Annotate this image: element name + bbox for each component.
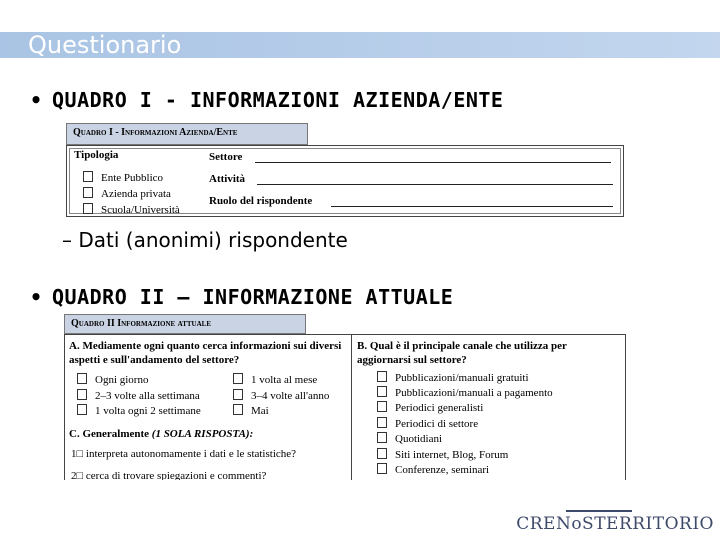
logo-rule: [566, 510, 632, 512]
option-label: Azienda privata: [101, 188, 171, 200]
settore-line: [255, 162, 611, 163]
checkbox-icon: [377, 463, 387, 474]
checkbox-icon: [377, 386, 387, 397]
bullet-quadro-2-text: QUADRO II – INFORMAZIONE ATTUALE: [52, 285, 454, 309]
checkbox-icon: [77, 404, 87, 415]
qc-option-2: 2□ cerca di trovare spiegazioni e commenti?: [71, 470, 267, 480]
checkbox-icon: [83, 203, 93, 214]
bullet-dot-icon: •: [30, 285, 43, 309]
qa-option: [77, 389, 200, 402]
checkbox-icon: [77, 373, 87, 384]
question-c: [69, 427, 253, 441]
qa-option: [77, 404, 201, 417]
question-c-note: (1 SOLA RISPOSTA):: [151, 428, 254, 440]
bullet-quadro-1-text: QUADRO I - INFORMAZIONI AZIENDA/ENTE: [52, 88, 504, 112]
qa-option: [77, 373, 148, 386]
sub-bullet-dati: – Dati (anonimi) rispondente: [62, 228, 348, 252]
question-c-title: C. Generalmente: [69, 428, 150, 440]
attivita-label: Attività: [209, 173, 246, 185]
slide-title: Questionario: [28, 31, 182, 59]
qb-option: [377, 386, 553, 399]
checkbox-icon: [83, 187, 93, 198]
checkbox-icon: [77, 389, 87, 400]
checkbox-icon: [233, 389, 243, 400]
qb-option: [377, 401, 483, 414]
qa-option: [233, 389, 329, 402]
checkbox-icon: [233, 404, 243, 415]
settore-label: Settore: [209, 151, 243, 163]
qb-option-label: Conferenze, seminari: [395, 464, 490, 476]
option-scuola-universita: [83, 203, 180, 216]
quadro1-header: Quadro I - Informazioni Azienda/Ente: [66, 123, 308, 145]
qb-option: [377, 417, 478, 430]
bullet-dot-icon: •: [30, 88, 43, 112]
qa-option-label: 2–3 volte alla settimana: [95, 390, 200, 402]
checkbox-icon: [83, 171, 93, 182]
qb-option: [377, 371, 529, 384]
question-b: B. Qual è il principale canale che utilizza per aggiornarsi sul settore?: [357, 340, 567, 366]
quadro2-form: [64, 334, 626, 480]
crenos-territorio-logo: CRENoSTERRITORIO: [516, 514, 714, 534]
option-azienda-privata: [83, 187, 171, 200]
quadro2-divider: [351, 335, 352, 480]
option-label: Scuola/Università: [101, 204, 180, 216]
qb-option: [377, 463, 489, 476]
bullet-quadro-1: [30, 88, 503, 112]
qa-option-label: 3–4 volte all'anno: [251, 390, 330, 402]
qb-option-label: Quotidiani: [395, 433, 443, 445]
option-label: Ente Pubblico: [101, 172, 164, 184]
qb-option: [377, 432, 442, 445]
qa-option-label: Ogni giorno: [95, 374, 149, 386]
bullet-quadro-2: [30, 285, 453, 309]
qb-option: [377, 448, 508, 461]
question-a: A. Mediamente ogni quanto cerca informazioni sui diversi aspetti e sull'andamento del settore?: [69, 340, 342, 366]
checkbox-icon: [377, 417, 387, 428]
qb-option-label: Siti internet, Blog, Forum: [395, 449, 509, 461]
checkbox-icon: [377, 371, 387, 382]
quadro2-header: Quadro II Informazione attuale: [64, 314, 306, 334]
qa-option-label: 1 volta ogni 2 settimane: [95, 405, 201, 417]
qa-option: [233, 373, 317, 386]
checkbox-icon: [377, 432, 387, 443]
option-ente-pubblico: [83, 171, 163, 184]
qa-option-label: 1 volta al mese: [251, 374, 318, 386]
qb-option-label: Pubblicazioni/manuali a pagamento: [395, 387, 553, 399]
qc-option-1: 1□ interpreta autonomamente i dati e le statistiche?: [71, 448, 297, 460]
qa-option: [233, 404, 269, 417]
qa-option-label: Mai: [251, 405, 269, 417]
ruolo-line: [331, 206, 613, 207]
ruolo-label: Ruolo del rispondente: [209, 195, 313, 207]
qb-option-label: Periodici generalisti: [395, 402, 484, 414]
checkbox-icon: [377, 448, 387, 459]
quadro1-form: [66, 145, 624, 217]
attivita-line: [257, 184, 613, 185]
qb-option-label: Periodici di settore: [395, 418, 479, 430]
tipologia-label: Tipologia: [74, 149, 119, 161]
qb-option-label: Pubblicazioni/manuali gratuiti: [395, 372, 529, 384]
checkbox-icon: [233, 373, 243, 384]
checkbox-icon: [377, 401, 387, 412]
